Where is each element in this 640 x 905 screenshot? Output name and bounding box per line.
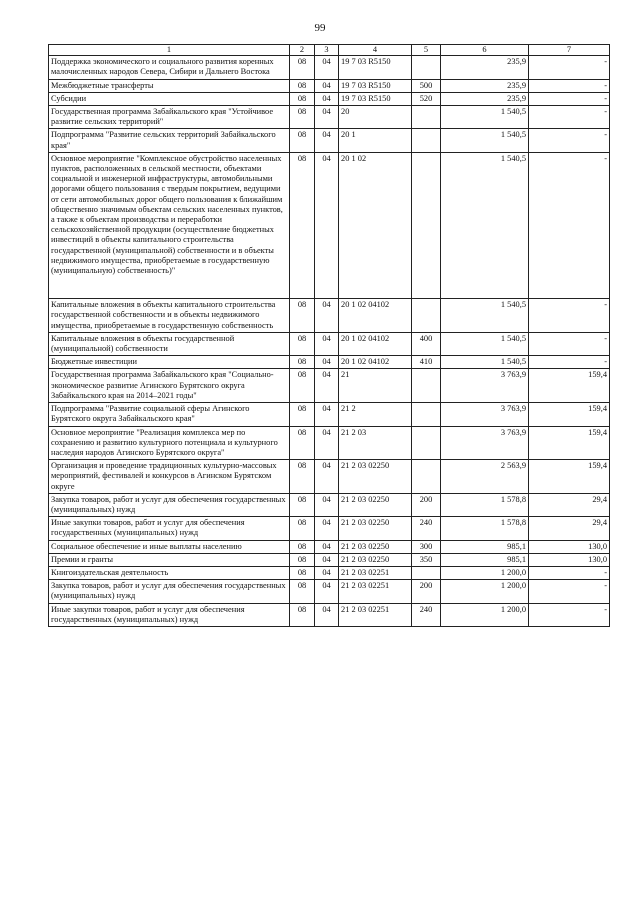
- row-name-cell: Организация и проведение традиционных культурно-массовых мероприятий, фестивалей и конкурсов в Агинском Бурятском округе: [49, 460, 290, 494]
- row-amount-cell: 1 540,5: [441, 129, 529, 152]
- row-amount2-cell: -: [529, 580, 610, 603]
- row-subsection-cell: 04: [315, 299, 339, 333]
- row-amount-cell: 1 200,0: [441, 603, 529, 626]
- row-amount2-cell: 29,4: [529, 517, 610, 540]
- row-target-article-cell: 21 2 03 02250: [339, 540, 412, 553]
- row-section-cell: 08: [290, 517, 315, 540]
- table-header-row: [49, 45, 610, 56]
- table-row: [49, 79, 610, 92]
- row-name-cell: Социальное обеспечение и иные выплаты населению: [49, 540, 290, 553]
- row-expense-type-cell: [412, 129, 441, 152]
- row-amount2-cell: -: [529, 356, 610, 369]
- row-amount2-cell: -: [529, 152, 610, 298]
- row-amount-cell: 1 540,5: [441, 332, 529, 355]
- row-expense-type-cell: [412, 152, 441, 298]
- row-section-cell: 08: [290, 152, 315, 298]
- row-target-article-cell: 20 1 02: [339, 152, 412, 298]
- row-expense-type-cell: [412, 56, 441, 79]
- row-name-cell: Капитальные вложения в объекты капитального строительства государственной собственности и в объекты недвижимого имущества, приобретаемые в государственную собственность: [49, 299, 290, 333]
- row-amount-cell: 1 540,5: [441, 152, 529, 298]
- table-row: [49, 403, 610, 426]
- row-amount2-cell: 159,4: [529, 460, 610, 494]
- row-subsection-cell: 04: [315, 426, 339, 460]
- table-row: [49, 553, 610, 566]
- table-row: [49, 332, 610, 355]
- row-target-article-cell: 21 2 03 02250: [339, 553, 412, 566]
- column-header: 7: [529, 45, 610, 56]
- row-subsection-cell: 04: [315, 603, 339, 626]
- row-section-cell: 08: [290, 299, 315, 333]
- row-amount2-cell: -: [529, 299, 610, 333]
- row-name-cell: Капитальные вложения в объекты государственной (муниципальной) собственности: [49, 332, 290, 355]
- row-expense-type-cell: [412, 106, 441, 129]
- row-name-cell: Подпрограмма "Развитие социальной сферы Агинского Бурятского округа Забайкальского края": [49, 403, 290, 426]
- row-name-cell: Основное мероприятие "Реализация комплекса мер по сохранению и развитию культурного потенциала и культурного наследия народов Агинского Бурятского округа": [49, 426, 290, 460]
- row-amount2-cell: 159,4: [529, 403, 610, 426]
- row-target-article-cell: 20 1: [339, 129, 412, 152]
- column-header: 4: [339, 45, 412, 56]
- table-row: [49, 356, 610, 369]
- table-row: [49, 369, 610, 403]
- table-row: [49, 152, 610, 298]
- row-amount-cell: 3 763,9: [441, 426, 529, 460]
- row-name-cell: Межбюджетные трансферты: [49, 79, 290, 92]
- row-expense-type-cell: 240: [412, 603, 441, 626]
- row-subsection-cell: 04: [315, 553, 339, 566]
- row-expense-type-cell: [412, 426, 441, 460]
- row-subsection-cell: 04: [315, 460, 339, 494]
- row-subsection-cell: 04: [315, 540, 339, 553]
- row-amount-cell: 985,1: [441, 540, 529, 553]
- row-expense-type-cell: [412, 403, 441, 426]
- row-section-cell: 08: [290, 79, 315, 92]
- row-subsection-cell: 04: [315, 129, 339, 152]
- row-amount2-cell: -: [529, 129, 610, 152]
- row-expense-type-cell: [412, 460, 441, 494]
- row-target-article-cell: 21: [339, 369, 412, 403]
- table-row: [49, 106, 610, 129]
- row-subsection-cell: 04: [315, 79, 339, 92]
- row-name-cell: Премии и гранты: [49, 553, 290, 566]
- row-target-article-cell: 19 7 03 R5150: [339, 56, 412, 79]
- table-row: [49, 517, 610, 540]
- row-amount-cell: 985,1: [441, 553, 529, 566]
- row-amount2-cell: -: [529, 106, 610, 129]
- row-expense-type-cell: [412, 299, 441, 333]
- row-target-article-cell: 21 2 03 02251: [339, 580, 412, 603]
- table-row: [49, 540, 610, 553]
- row-amount2-cell: -: [529, 332, 610, 355]
- row-name-cell: Бюджетные инвестиции: [49, 356, 290, 369]
- row-section-cell: 08: [290, 603, 315, 626]
- row-target-article-cell: 21 2 03 02250: [339, 517, 412, 540]
- row-target-article-cell: 20 1 02 04102: [339, 356, 412, 369]
- row-target-article-cell: 21 2 03 02251: [339, 566, 412, 579]
- row-amount2-cell: -: [529, 92, 610, 105]
- row-target-article-cell: 21 2 03 02250: [339, 460, 412, 494]
- row-section-cell: 08: [290, 566, 315, 579]
- column-header: 6: [441, 45, 529, 56]
- column-header: 1: [49, 45, 290, 56]
- row-amount2-cell: -: [529, 79, 610, 92]
- row-subsection-cell: 04: [315, 493, 339, 516]
- row-name-cell: Подпрограмма "Развитие сельских территорий Забайкальского края": [49, 129, 290, 152]
- row-amount2-cell: -: [529, 566, 610, 579]
- row-amount-cell: 1 540,5: [441, 299, 529, 333]
- table-row: [49, 493, 610, 516]
- row-target-article-cell: 21 2 03 02250: [339, 493, 412, 516]
- row-target-article-cell: 20: [339, 106, 412, 129]
- row-section-cell: 08: [290, 493, 315, 516]
- row-amount-cell: 3 763,9: [441, 403, 529, 426]
- column-header: 2: [290, 45, 315, 56]
- table-row: [49, 460, 610, 494]
- row-section-cell: 08: [290, 56, 315, 79]
- table-row: [49, 129, 610, 152]
- row-target-article-cell: 20 1 02 04102: [339, 332, 412, 355]
- row-section-cell: 08: [290, 106, 315, 129]
- table-row: [49, 580, 610, 603]
- row-amount-cell: 1 200,0: [441, 566, 529, 579]
- row-expense-type-cell: 240: [412, 517, 441, 540]
- row-amount-cell: 1 578,8: [441, 517, 529, 540]
- table-row: [49, 603, 610, 626]
- row-amount-cell: 1 540,5: [441, 356, 529, 369]
- row-subsection-cell: 04: [315, 517, 339, 540]
- row-expense-type-cell: 200: [412, 493, 441, 516]
- row-amount-cell: 2 563,9: [441, 460, 529, 494]
- row-section-cell: 08: [290, 460, 315, 494]
- row-name-cell: Поддержка экономического и социального развития коренных малочисленных народов Севера, Сибири и Дальнего Востока: [49, 56, 290, 79]
- row-name-cell: Закупка товаров, работ и услуг для обеспечения государственных (муниципальных) нужд: [49, 580, 290, 603]
- row-section-cell: 08: [290, 129, 315, 152]
- table-row: [49, 426, 610, 460]
- row-name-cell: Книгоиздательская деятельность: [49, 566, 290, 579]
- row-name-cell: Иные закупки товаров, работ и услуг для обеспечения государственных (муниципальных) нужд: [49, 603, 290, 626]
- budget-table: [48, 44, 610, 627]
- row-amount2-cell: -: [529, 56, 610, 79]
- table-row: [49, 566, 610, 579]
- row-amount2-cell: 130,0: [529, 553, 610, 566]
- row-subsection-cell: 04: [315, 56, 339, 79]
- row-name-cell: Субсидии: [49, 92, 290, 105]
- row-subsection-cell: 04: [315, 566, 339, 579]
- row-target-article-cell: 20 1 02 04102: [339, 299, 412, 333]
- row-amount-cell: 235,9: [441, 79, 529, 92]
- row-name-cell: Закупка товаров, работ и услуг для обеспечения государственных (муниципальных) нужд: [49, 493, 290, 516]
- row-subsection-cell: 04: [315, 332, 339, 355]
- row-amount2-cell: 159,4: [529, 369, 610, 403]
- row-expense-type-cell: [412, 566, 441, 579]
- row-expense-type-cell: 400: [412, 332, 441, 355]
- table-row: [49, 92, 610, 105]
- row-section-cell: 08: [290, 553, 315, 566]
- row-target-article-cell: 21 2 03 02251: [339, 603, 412, 626]
- row-target-article-cell: 19 7 03 R5150: [339, 79, 412, 92]
- row-expense-type-cell: 350: [412, 553, 441, 566]
- row-target-article-cell: 21 2 03: [339, 426, 412, 460]
- row-section-cell: 08: [290, 540, 315, 553]
- row-subsection-cell: 04: [315, 403, 339, 426]
- row-amount-cell: 1 200,0: [441, 580, 529, 603]
- column-header: 5: [412, 45, 441, 56]
- row-subsection-cell: 04: [315, 152, 339, 298]
- row-expense-type-cell: 500: [412, 79, 441, 92]
- row-section-cell: 08: [290, 426, 315, 460]
- row-section-cell: 08: [290, 580, 315, 603]
- row-amount2-cell: 159,4: [529, 426, 610, 460]
- row-name-cell: Основное мероприятие "Комплексное обустройство населенных пунктов, расположенных в сельской местности, объектами социальной и инженерной инфраструктуры, автомобильными дорогами общего пользования с твердым покрытием, ведущими от сети автомобильных дорог общего пользования к ближайшим общественно значимым объектам сельских населенных пунктов, а также к объектам производства и переработки сельскохозяйственной продукции (осуществление бюджетных инвестиций в объекты капитального строительства государственной (муниципальной) собственности и в объекты недвижимого имущества, приобретаемые в государственную (муниципальную) собственность)": [49, 152, 290, 298]
- table-row: [49, 56, 610, 79]
- row-section-cell: 08: [290, 92, 315, 105]
- row-expense-type-cell: [412, 369, 441, 403]
- row-section-cell: 08: [290, 356, 315, 369]
- row-target-article-cell: 21 2: [339, 403, 412, 426]
- row-amount-cell: 3 763,9: [441, 369, 529, 403]
- table-body: [49, 56, 610, 627]
- row-amount-cell: 1 540,5: [441, 106, 529, 129]
- row-name-cell: Государственная программа Забайкальского края "Социально-экономическое развитие Агинского Бурятского округа Забайкальского края на 2014–2021 годы": [49, 369, 290, 403]
- row-amount-cell: 1 578,8: [441, 493, 529, 516]
- row-amount-cell: 235,9: [441, 56, 529, 79]
- row-amount2-cell: -: [529, 603, 610, 626]
- column-header: 3: [315, 45, 339, 56]
- row-target-article-cell: 19 7 03 R5150: [339, 92, 412, 105]
- row-name-cell: Иные закупки товаров, работ и услуг для обеспечения государственных (муниципальных) нужд: [49, 517, 290, 540]
- row-expense-type-cell: 410: [412, 356, 441, 369]
- row-subsection-cell: 04: [315, 369, 339, 403]
- row-subsection-cell: 04: [315, 106, 339, 129]
- page-number: 99: [314, 22, 326, 34]
- row-name-cell: Государственная программа Забайкальского края "Устойчивое развитие сельских территорий": [49, 106, 290, 129]
- row-expense-type-cell: 520: [412, 92, 441, 105]
- row-expense-type-cell: 200: [412, 580, 441, 603]
- row-subsection-cell: 04: [315, 356, 339, 369]
- row-amount2-cell: 130,0: [529, 540, 610, 553]
- row-amount-cell: 235,9: [441, 92, 529, 105]
- row-section-cell: 08: [290, 369, 315, 403]
- row-amount2-cell: 29,4: [529, 493, 610, 516]
- row-expense-type-cell: 300: [412, 540, 441, 553]
- row-subsection-cell: 04: [315, 92, 339, 105]
- table-row: [49, 299, 610, 333]
- row-section-cell: 08: [290, 332, 315, 355]
- row-subsection-cell: 04: [315, 580, 339, 603]
- row-section-cell: 08: [290, 403, 315, 426]
